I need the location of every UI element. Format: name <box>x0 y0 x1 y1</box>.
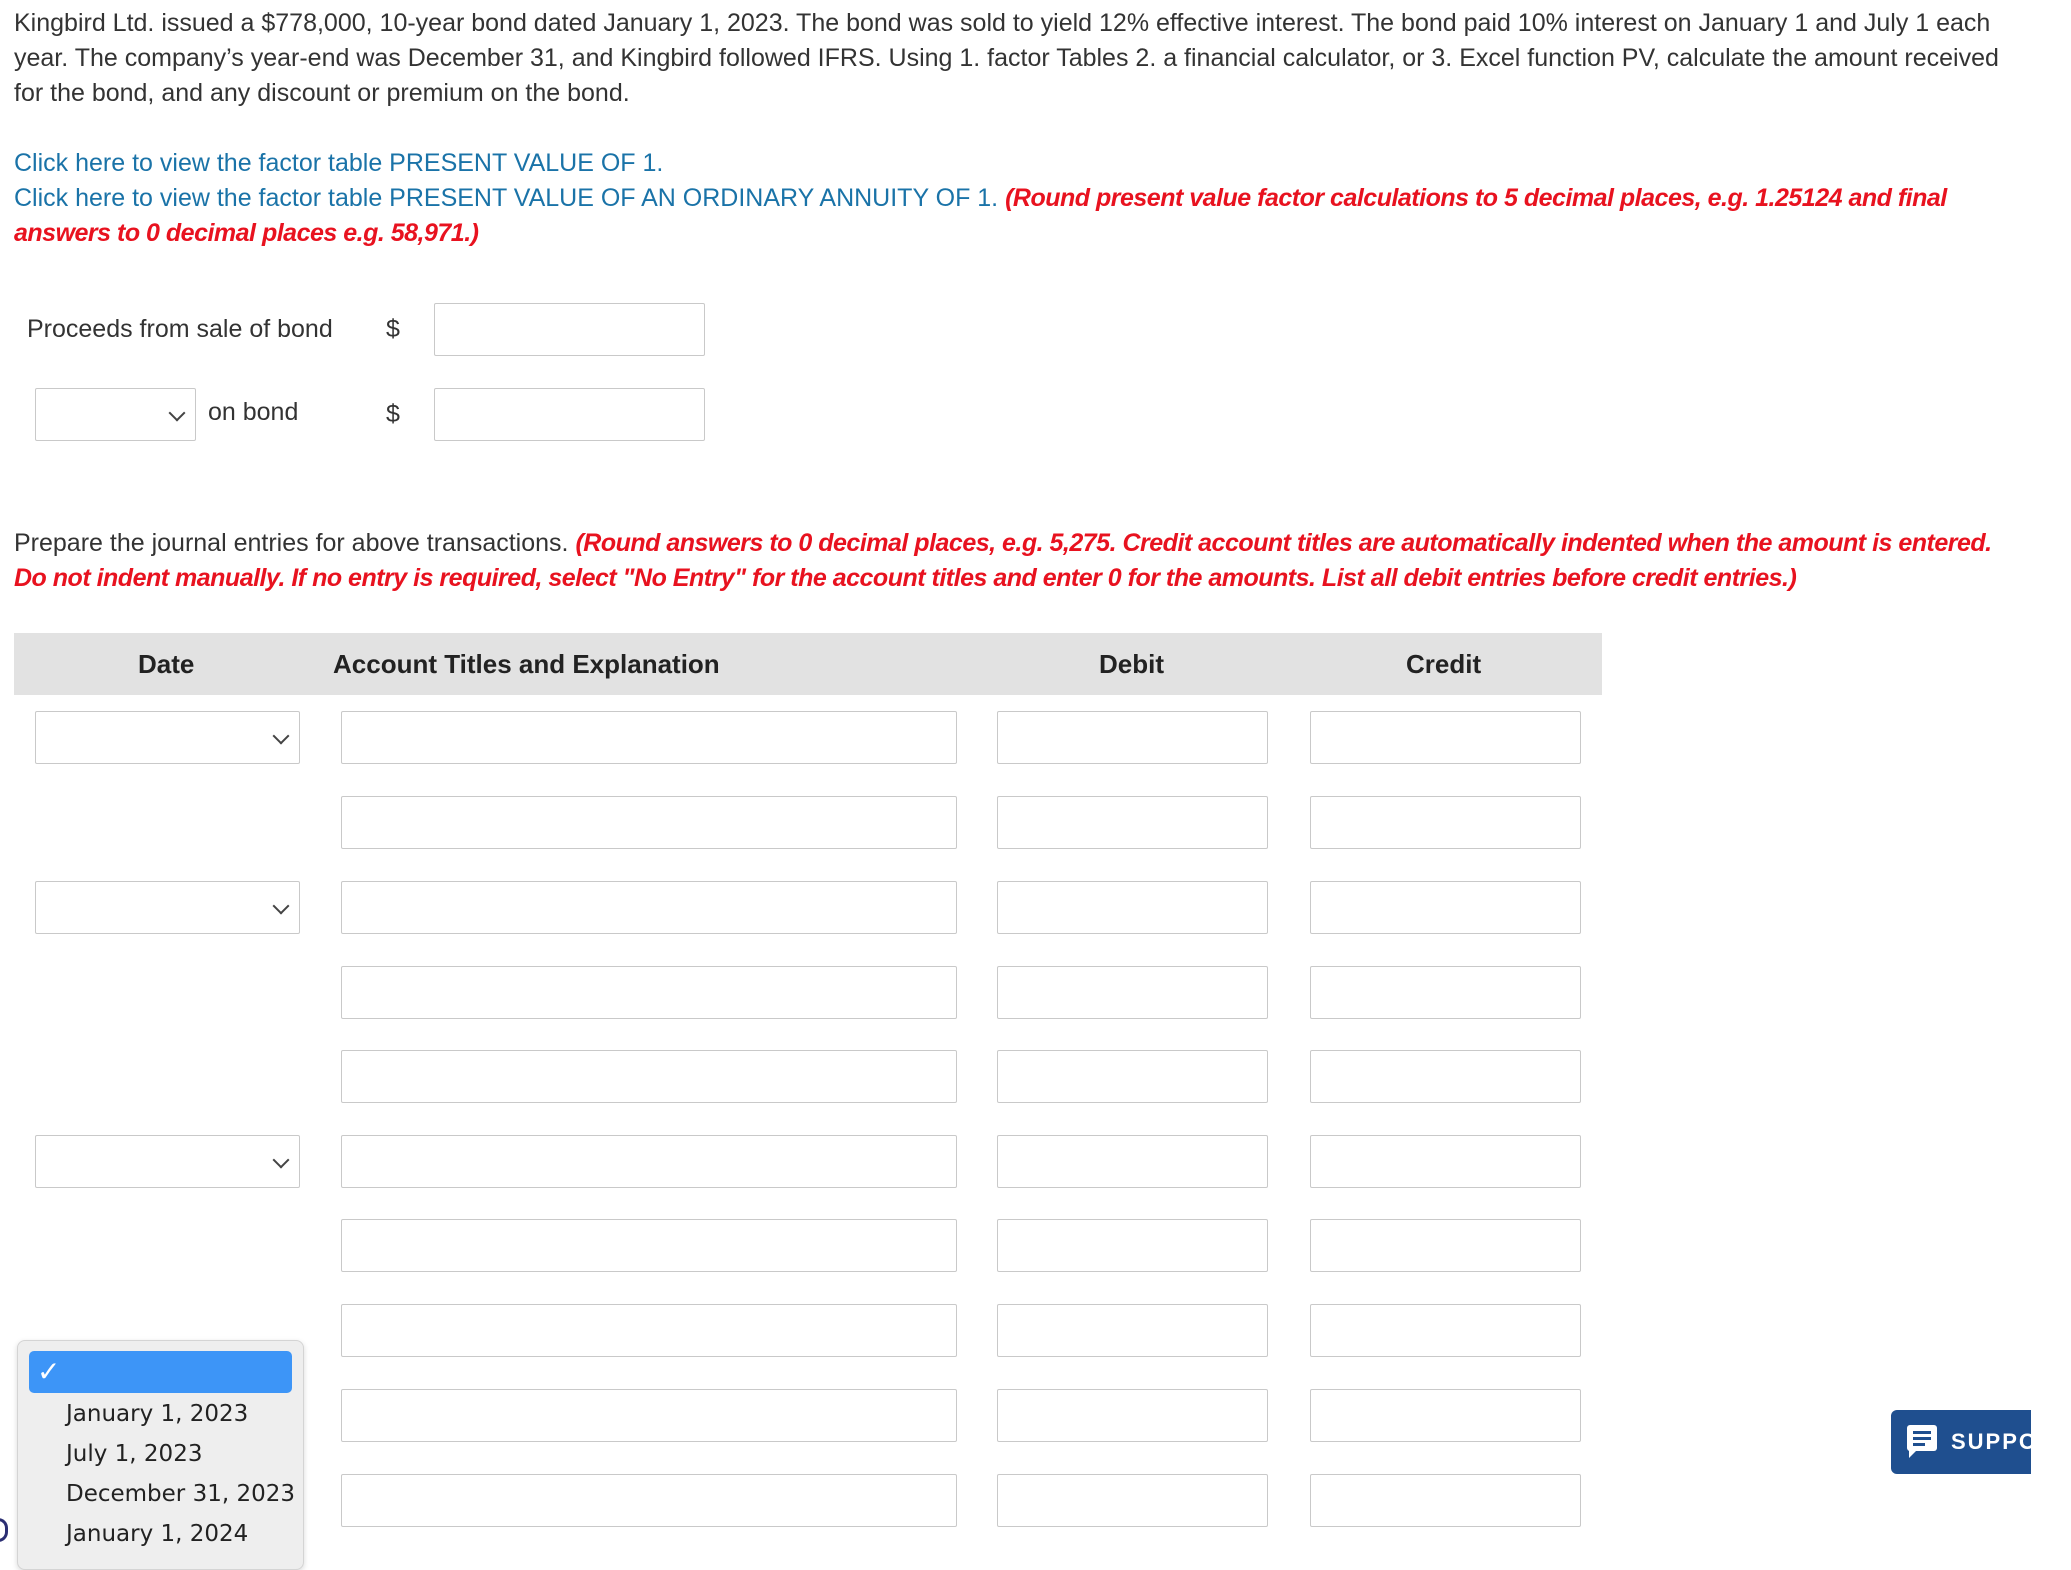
credit-input[interactable] <box>1310 711 1581 764</box>
debit-input[interactable] <box>997 1474 1268 1527</box>
support-label: SUPPORT <box>1951 1429 2071 1454</box>
chevron-down-icon <box>273 727 290 744</box>
discount-premium-select[interactable] <box>35 388 196 441</box>
on-bond-label: on bond <box>208 398 299 426</box>
debit-input[interactable] <box>997 1304 1268 1357</box>
account-title-input[interactable] <box>341 796 957 849</box>
debit-input[interactable] <box>997 1389 1268 1442</box>
checkmark-icon: ✓ <box>37 1355 61 1388</box>
credit-input[interactable] <box>1310 1304 1581 1357</box>
journal-table-header <box>14 633 1602 695</box>
chevron-down-icon <box>169 404 186 421</box>
credit-input[interactable] <box>1310 1219 1581 1272</box>
credit-input[interactable] <box>1310 1389 1581 1442</box>
dropdown-option[interactable]: July 1, 2023 <box>66 1441 203 1467</box>
discount-premium-input[interactable] <box>434 388 705 441</box>
chat-icon <box>1907 1425 1937 1451</box>
account-column-header: Account Titles and Explanation <box>333 649 720 679</box>
account-title-input[interactable] <box>341 1304 957 1357</box>
account-title-input[interactable] <box>341 966 957 1019</box>
debit-input[interactable] <box>997 881 1268 934</box>
debit-input[interactable] <box>997 711 1268 764</box>
dropdown-option-blank[interactable] <box>29 1351 292 1393</box>
journal-rounding-instruction: (Round answers to 0 decimal places, e.g. 5,275. Credit account titles are automatically indented when the amount is entered. Do not indent manually. If no entry is required, select "No Entry" for the account titles and enter 0 for the amounts. List all debit entries before credit entries.) <box>14 529 1992 592</box>
dropdown-option[interactable]: December 31, 2023 <box>66 1481 296 1507</box>
credit-input[interactable] <box>1310 796 1581 849</box>
chevron-down-icon <box>273 897 290 914</box>
support-button[interactable] <box>1891 1410 2071 1474</box>
debit-column-header: Debit <box>1099 649 1164 679</box>
date-dropdown-menu <box>17 1340 304 1570</box>
date-select[interactable] <box>35 711 300 764</box>
account-title-input[interactable] <box>341 711 957 764</box>
date-column-header: Date <box>138 649 195 679</box>
factor-table-links <box>14 146 2014 251</box>
problem-statement: Kingbird Ltd. issued a $778,000, 10-year bond dated January 1, 2023. The bond was sold to yield 12% effective interest. The bond paid 10% interest on January 1 and July 1 each year. The company’s year-end was December 31, and Kingbird followed IFRS. Using 1. factor Tables 2. a financial calculator, or 3. Excel function PV, calculate the amount received for the bond, and any discount or premium on the bond. <box>14 9 1999 107</box>
dropdown-option[interactable]: January 1, 2024 <box>66 1521 249 1547</box>
debit-input[interactable] <box>997 796 1268 849</box>
dropdown-option[interactable]: January 1, 2023 <box>66 1401 249 1427</box>
pv-annuity-link[interactable]: Click here to view the factor table PRESENT VALUE OF AN ORDINARY ANNUITY OF 1. <box>14 184 999 212</box>
date-select[interactable] <box>35 1135 300 1188</box>
journal-instruction <box>14 526 2014 596</box>
chevron-down-icon <box>273 1151 290 1168</box>
proceeds-label: Proceeds from sale of bond <box>27 315 333 343</box>
journal-intro: Prepare the journal entries for above transactions. <box>14 529 569 557</box>
rounding-instruction: (Round present value factor calculations to 5 decimal places, e.g. 1.25124 and final answers to 0 decimal places e.g. 58,971.) <box>14 184 1947 247</box>
proceeds-input[interactable] <box>434 303 705 356</box>
credit-input[interactable] <box>1310 1050 1581 1103</box>
discount-currency: $ <box>386 400 400 428</box>
account-title-input[interactable] <box>341 1050 957 1103</box>
debit-input[interactable] <box>997 1050 1268 1103</box>
account-title-input[interactable] <box>341 1389 957 1442</box>
debit-input[interactable] <box>997 1219 1268 1272</box>
credit-input[interactable] <box>1310 1474 1581 1527</box>
edge-shape-icon <box>0 1518 8 1542</box>
credit-column-header: Credit <box>1406 649 1482 679</box>
debit-input[interactable] <box>997 966 1268 1019</box>
account-title-input[interactable] <box>341 1474 957 1527</box>
account-title-input[interactable] <box>341 881 957 934</box>
date-select[interactable] <box>35 881 300 934</box>
credit-input[interactable] <box>1310 881 1581 934</box>
pv-of-1-link[interactable]: Click here to view the factor table PRESENT VALUE OF 1. <box>14 149 664 177</box>
debit-input[interactable] <box>997 1135 1268 1188</box>
credit-input[interactable] <box>1310 966 1581 1019</box>
proceeds-currency: $ <box>386 315 400 343</box>
account-title-input[interactable] <box>341 1219 957 1272</box>
account-title-input[interactable] <box>341 1135 957 1188</box>
credit-input[interactable] <box>1310 1135 1581 1188</box>
